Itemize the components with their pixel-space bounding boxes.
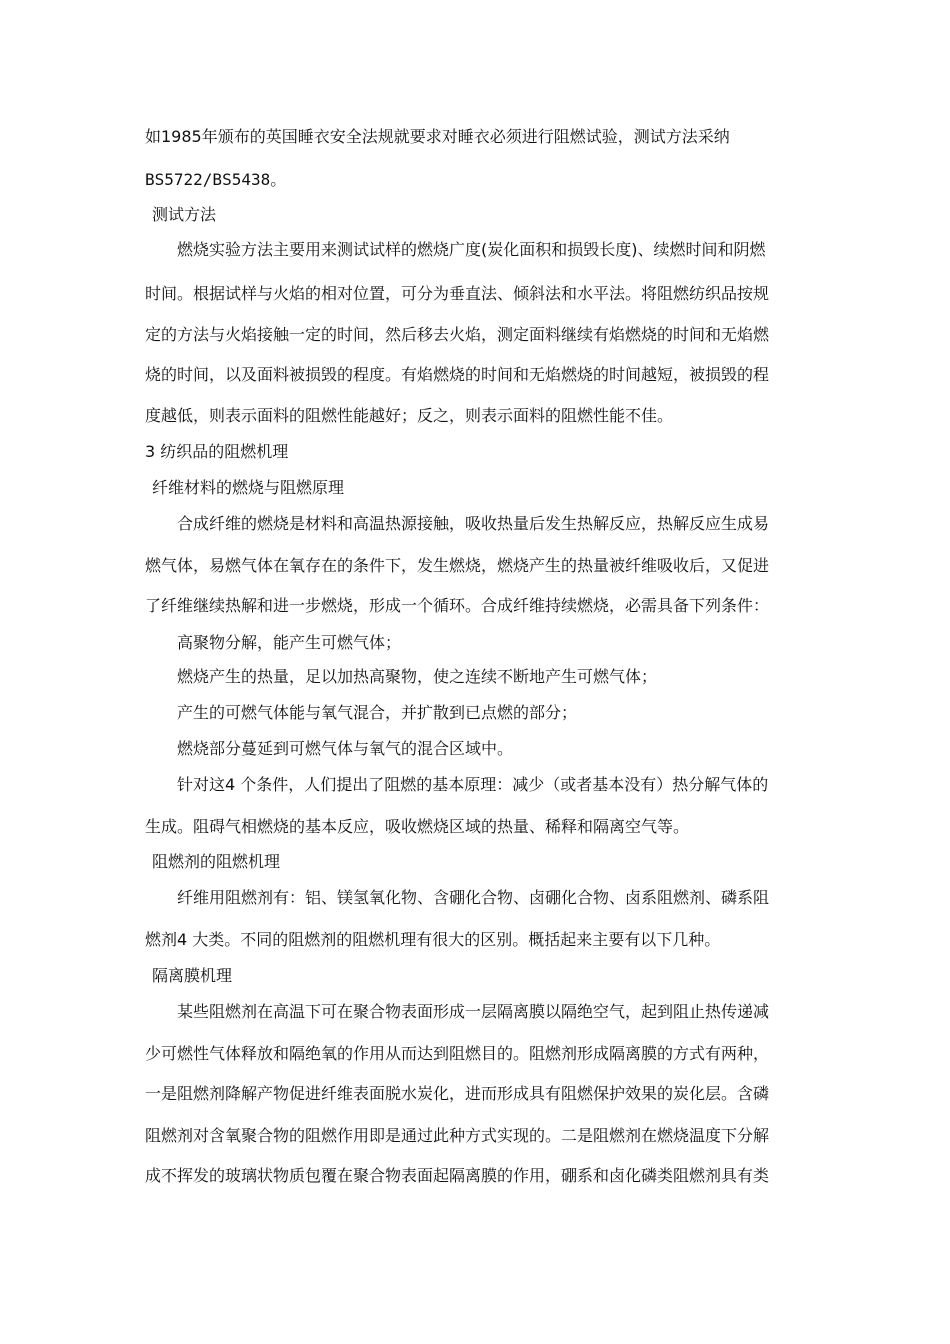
- paragraph-line: 生成。阻碍气相燃烧的基本反应，吸收燃烧区域的热量、稀释和隔离空气等。: [145, 817, 690, 836]
- section-heading: 3 纺织品的阻燃机理: [145, 442, 289, 461]
- paragraph-line: 燃气体，易燃气体在氧存在的条件下，发生燃烧，燃烧产生的热量被纤维吸收后，又促进: [145, 556, 770, 575]
- paragraph-line: 如1985年颁布的英国睡衣安全法规就要求对睡衣必须进行阻燃试验，测试方法采纳: [145, 127, 730, 146]
- paragraph-line: 一是阻燃剂降解产物促进纤维表面脱水炭化，进而形成具有阻燃保护效果的炭化层。含磷: [145, 1084, 770, 1103]
- paragraph-line: 成不挥发的玻璃状物质包覆在聚合物表面起隔离膜的作用，硼系和卤化磷类阻燃剂具有类: [145, 1166, 770, 1185]
- section-heading: 隔离膜机理: [152, 966, 233, 985]
- paragraph-line: 合成纤维的燃烧是材料和高温热源接触，吸收热量后发生热解反应，热解反应生成易: [177, 514, 770, 533]
- paragraph-line: 了纤维继续热解和进一步燃烧，形成一个循环。合成纤维持续燃烧，必需具备下列条件：: [145, 596, 770, 615]
- paragraph-line: BS5722/BS5438。: [145, 170, 287, 189]
- paragraph-line: 定的方法与火焰接触一定的时间，然后移去火焰，测定面料继续有焰燃烧的时间和无焰燃: [145, 325, 770, 344]
- list-item: 高聚物分解，能产生可燃气体；: [177, 633, 402, 652]
- list-item: 产生的可燃气体能与氧气混合，并扩散到已点燃的部分；: [177, 703, 578, 722]
- paragraph-line: 纤维用阻燃剂有：铝、镁氢氧化物、含硼化合物、卤硼化合物、卤系阻燃剂、磷系阻: [177, 888, 770, 907]
- list-item: 燃烧产生的热量，足以加热高聚物，使之连续不断地产生可燃气体；: [177, 667, 658, 686]
- paragraph-line: 燃烧实验方法主要用来测试试样的燃烧广度(炭化面积和损毁长度)、续燃时间和阴燃: [177, 240, 766, 259]
- list-item: 燃烧部分蔓延到可燃气体与氧气的混合区域中。: [177, 739, 514, 758]
- paragraph-line: 烧的时间，以及面料被损毁的程度。有焰燃烧的时间和无焰燃烧的时间越短，被损毁的程: [145, 365, 770, 384]
- section-heading: 测试方法: [152, 205, 217, 224]
- paragraph-line: 某些阻燃剂在高温下可在聚合物表面形成一层隔离膜以隔绝空气，起到阻止热传递减: [177, 1002, 770, 1021]
- paragraph-line: 少可燃性气体释放和隔绝氧的作用从而达到阻燃目的。阻燃剂形成隔离膜的方式有两种，: [145, 1044, 770, 1063]
- section-heading: 纤维材料的燃烧与阻燃原理: [152, 478, 345, 497]
- paragraph-line: 时间。根据试样与火焰的相对位置，可分为垂直法、倾斜法和水平法。将阻燃纺织品按规: [145, 284, 770, 303]
- section-heading: 阻燃剂的阻燃机理: [152, 852, 281, 871]
- paragraph-line: 针对这4 个条件，人们提出了阻燃的基本原理：减少（或者基本没有）热分解气体的: [177, 775, 769, 794]
- paragraph-line: 阻燃剂对含氧聚合物的阻燃作用即是通过此种方式实现的。二是阻燃剂在燃烧温度下分解: [145, 1126, 770, 1145]
- paragraph-line: 度越低，则表示面料的阻燃性能越好；反之，则表示面料的阻燃性能不佳。: [145, 406, 674, 425]
- paragraph-line: 燃剂4 大类。不同的阻燃剂的阻燃机理有很大的区别。概括起来主要有以下几种。: [145, 930, 721, 949]
